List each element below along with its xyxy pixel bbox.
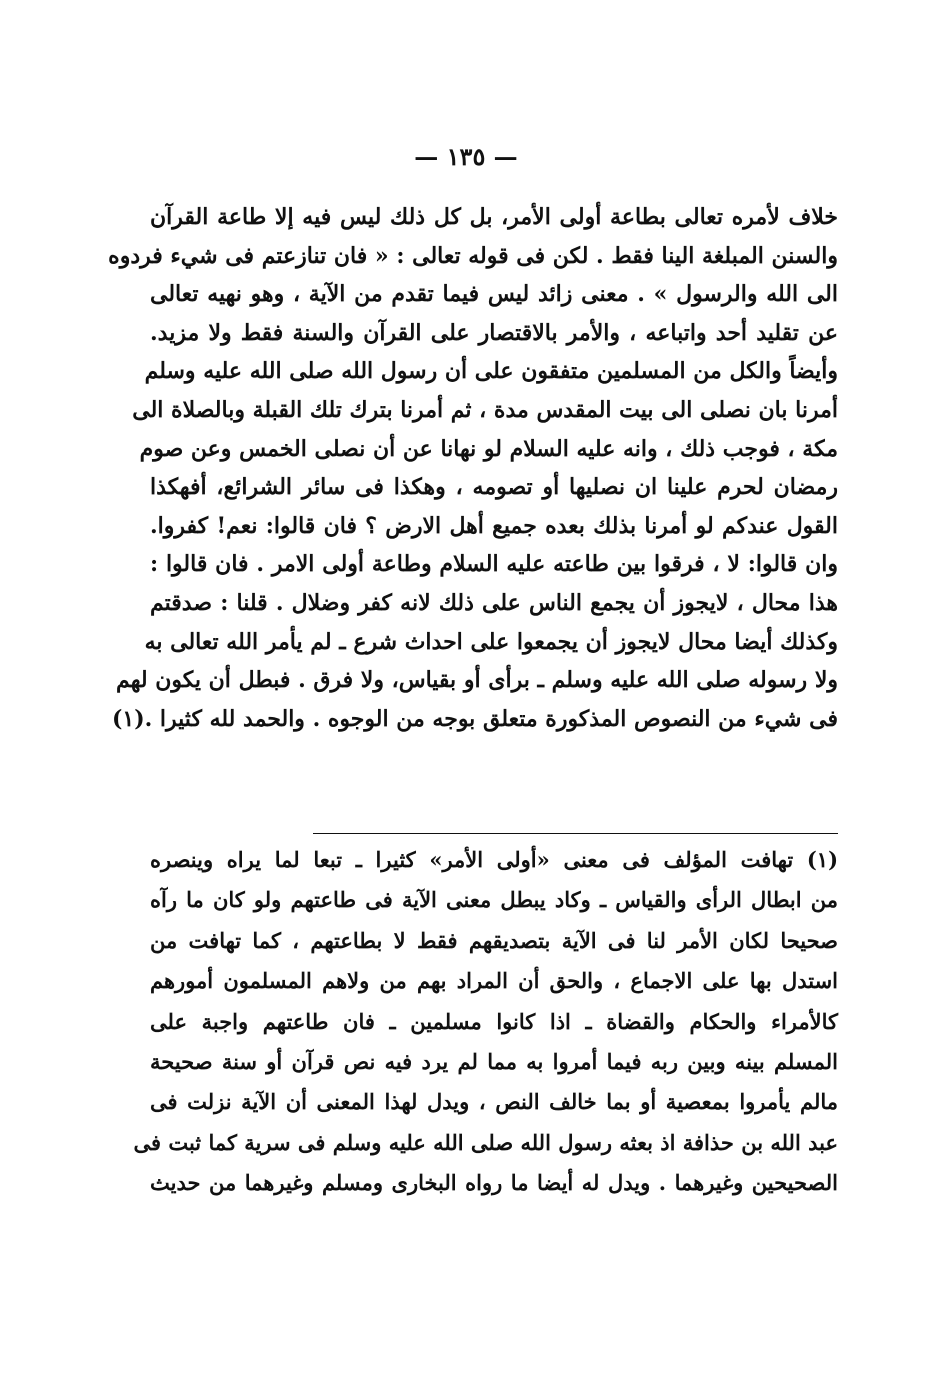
footnote-line: استدل بها على الاجماع ، والحق أن المراد بهم من ولاهم المسلمون أمورهم	[150, 968, 838, 994]
main-text-line: وكذلك أيضا محال لايجوز أن يجمعوا على احداث شرع ـ لم يأمر الله تعالى به	[144, 628, 838, 655]
main-text-line: رمضان لحرم علينا ان نصليها أو تصومه ، وهكذا فى سائر الشرائع، أفهكذا	[150, 474, 838, 501]
main-text-line: مكة ، فوجب ذلك ، وانه عليه السلام لو نهانا عن أن نصلى الخمس وعن صوم	[139, 435, 838, 462]
footnote-line: (١) تهافت المؤلف فى معنى «أولى الأمر» كثيرا ـ تبعا لما يراه وينصره	[150, 847, 838, 872]
main-text-line: خلاف لأمره تعالى بطاعة أولى الأمر، بل كل ذلك ليس فيه إلا طاعة القرآن	[150, 204, 838, 230]
main-text-line: عن تقليد أحد واتباعه ، والأمر بالاقتصار على القرآن والسنة فقط ولا مزيد.	[150, 319, 838, 346]
footnote-line: صحيحا لكان الأمر لنا فى الآية بتصديقهم فقط لا بطاعتهم ، كما تهافت من	[150, 927, 838, 953]
main-text-line: وأيضاً والكل من المسلمين متفقون على أن رسول الله صلى الله عليه وسلم	[144, 358, 838, 385]
main-text-line: هذا محال ، لايجوز أن يجمع الناس على ذلك لانه كفر وضلال . قلنا : صدقتم	[150, 589, 838, 616]
main-text-line: أمرنا بان نصلى الى بيت المقدس مدة ، ثم أمرنا بترك تلك القبلة وبالصلاة الى	[132, 396, 838, 423]
main-text-line: ولا رسوله صلى الله عليه وسلم ـ برأى أو بقياس، ولا فرق . فبطل أن يكون لهم	[116, 667, 838, 694]
footnote-line: من ابطال الرأى والقياس ـ وكاد يبطل معنى الآية فى طاعتهم ولو كان ما رآه	[150, 887, 838, 913]
page-number: — ١٣٥ —	[414, 142, 518, 171]
footnote-line: مالم يأمروا بمعصية أو بما خالف النص ، ويدل لهذا المعنى أن الآية نزلت فى	[150, 1089, 838, 1115]
main-text-line: فى شيء من النصوص المذكورة متعلق بوجه من الوجوه . والحمد لله كثيرا .(١)	[111, 705, 838, 732]
footnote	[133, 840, 838, 1204]
main-text-line: والسنن المبلغة الينا فقط . لكن فى قوله تعالى : « فان تنازعتم فى شيء فردوه	[108, 242, 838, 269]
main-text-line: وان قالوا: لا ، فرقوا بين طاعته عليه السلام وطاعة أولى الامر . فان قالوا :	[150, 551, 838, 578]
footnote-line: المسلم بينه وبين ربه فيما أمروا به مما لم يرد فيه نص قرآن أو سنة صحيحة	[150, 1048, 838, 1074]
main-text	[108, 198, 838, 738]
footnote-separator	[313, 833, 838, 834]
main-text-line: القول عندكم لو أمرنا بذلك بعده جميع أهل الارض ؟ فان قالوا: نعم! كفروا.	[150, 512, 838, 539]
footnote-line: كالأمراء والحكام والقضاة ـ اذا كانوا مسلمين ـ فان طاعتهم واجبة على	[150, 1008, 838, 1034]
footnote-line: الصحيحين وغيرهما . ويدل له أيضا ما رواه البخارى ومسلم وغيرهما من حديث	[150, 1170, 838, 1196]
footnote-line: عبد الله بن حذافة اذ بعثه رسول الله صلى الله عليه وسلم فى سرية كما ثبت فى	[133, 1129, 838, 1155]
main-text-line: الى الله والرسول » . معنى زائد ليس فيما تقدم من الآية ، وهو نهيه تعالى	[150, 281, 838, 308]
